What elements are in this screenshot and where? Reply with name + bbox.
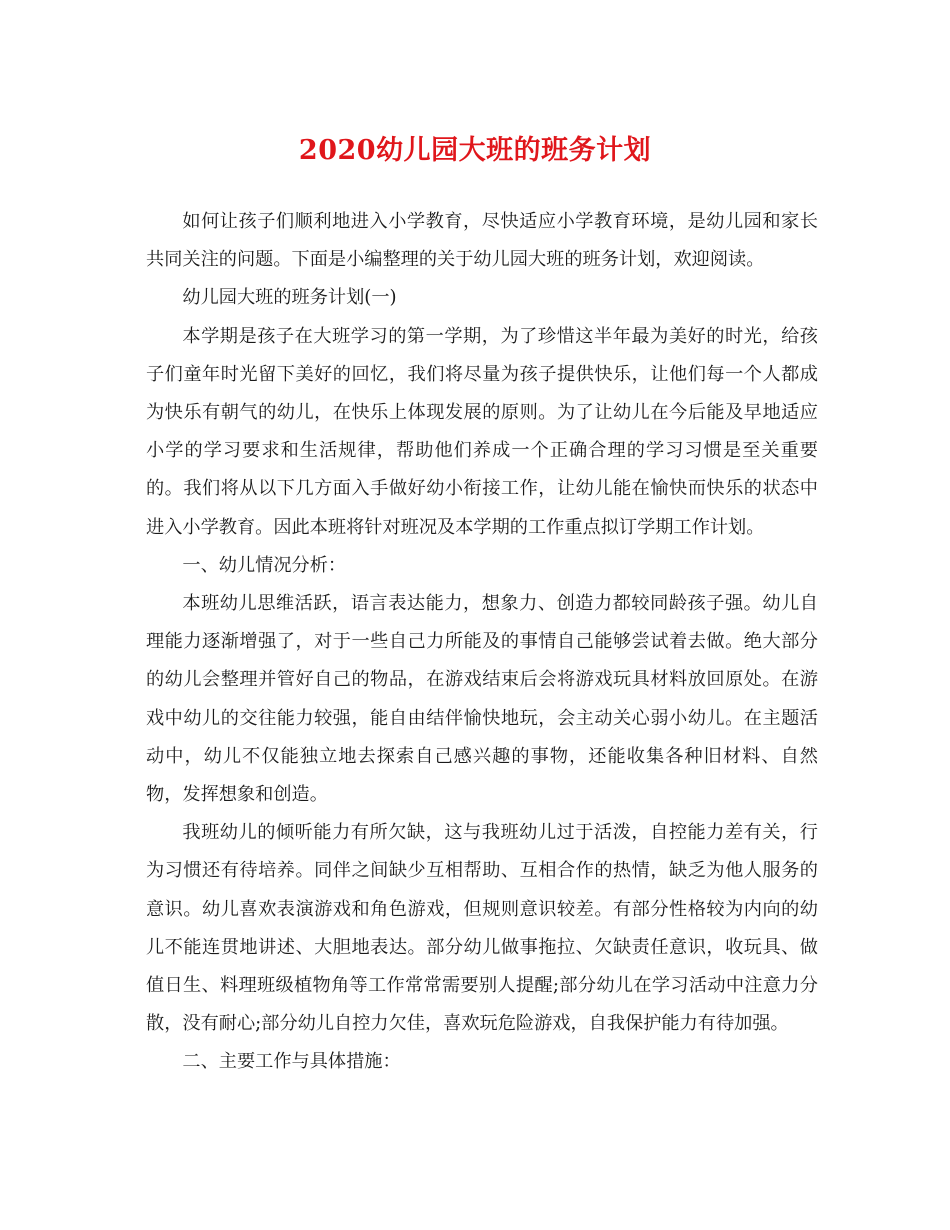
- section-heading-measures: 二、主要工作与具体措施：: [182, 1051, 401, 1073]
- strengths-paragraph: 本班幼儿思维活跃，语言表达能力，想象力、创造力都较同龄孩子强。幼儿自理能力逐渐增强了，对于一些自己力所能及的事情自己能够尝试着去做。绝大部分的幼儿会整理并管好自己的物品，在游戏结束后会将游戏玩具材料放回原处。在游戏中幼儿的交往能力较强，能自由结伴愉快地玩，会主动关心弱小幼儿。在主题活动中，幼儿不仅能独立地去探索自己感兴趣的事物，还能收集各种旧材料、自然物，发挥想象和创造。: [146, 593, 818, 806]
- intro-paragraph: 如何让孩子们顺利地进入小学教育，尽快适应小学教育环境，是幼儿园和家长共同关注的问题。下面是小编整理的关于幼儿园大班的班务计划，欢迎阅读。: [146, 211, 818, 271]
- document-title: 2020幼儿园大班的班务计划: [298, 135, 652, 166]
- weaknesses-paragraph: 我班幼儿的倾听能力有所欠缺，这与我班幼儿过于活泼，自控能力差有关，行为习惯还有待培养。同伴之间缺少互相帮助、互相合作的热情，缺乏为他人服务的意识。幼儿喜欢表演游戏和角色游戏，但规则意识较差。有部分性格较为内向的幼儿不能连贯地讲述、大胆地表达。部分幼儿做事拖拉、欠缺责任意识，收玩具、做值日生、料理班级植物角等工作常常需要别人提醒;部分幼儿在学习活动中注意力分散，没有耐心;部分幼儿自控力欠佳，喜欢玩危险游戏，自我保护能力有待加强。: [146, 822, 818, 1035]
- semester-paragraph: 本学期是孩子在大班学习的第一学期，为了珍惜这半年最为美好的时光，给孩子们童年时光留下美好的回忆，我们将尽量为孩子提供快乐，让他们每一个人都成为快乐有朝气的幼儿，在快乐上体现发展的原则。为了让幼儿在今后能及早地适应小学的学习要求和生活规律，帮助他们养成一个正确合理的学习习惯是至关重要的。我们将从以下几方面入手做好幼小衔接工作，让幼儿能在愉快而快乐的状态中进入小学教育。因此本班将针对班况及本学期的工作重点拟订学期工作计划。: [146, 325, 818, 538]
- section-heading-plan-one: 幼儿园大班的班务计划(一): [182, 287, 397, 309]
- section-heading-analysis: 一、幼儿情况分析：: [182, 554, 347, 576]
- document-body: [146, 203, 818, 1082]
